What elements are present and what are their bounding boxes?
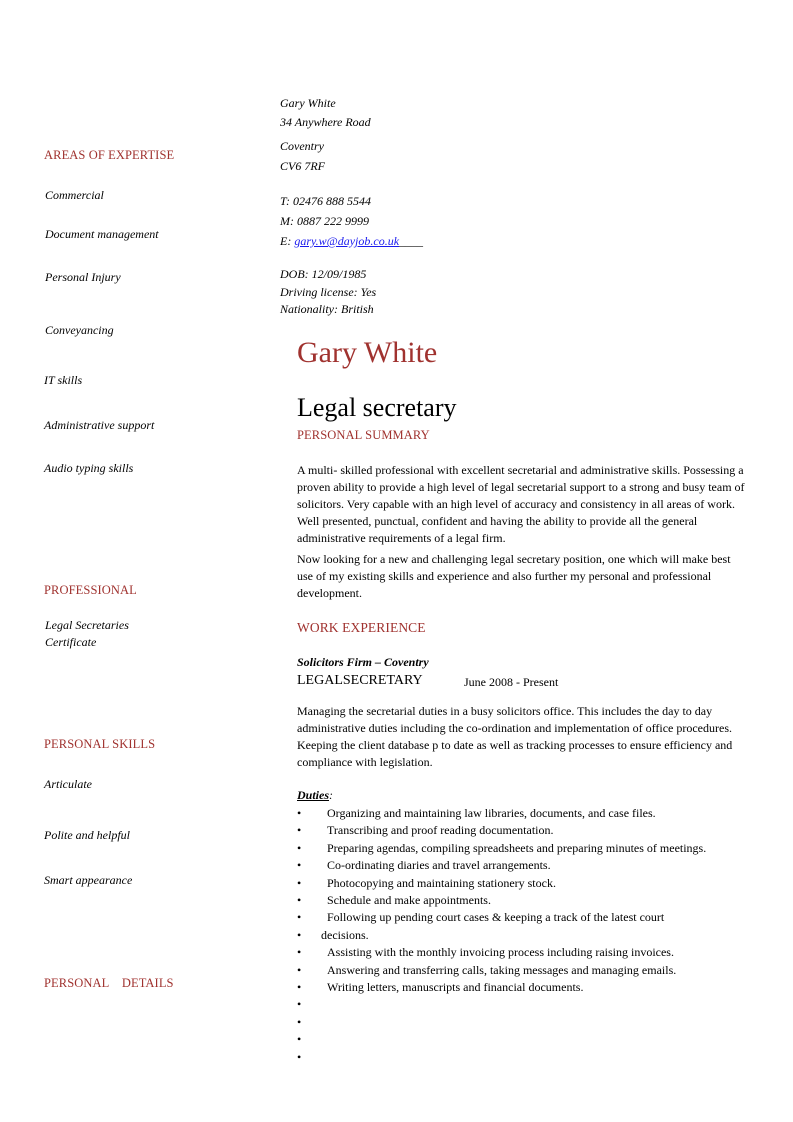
areas-heading: AREAS OF EXPERTISE [44, 148, 175, 162]
duties-label: Duties [297, 788, 330, 802]
area-item: Commercial [45, 188, 104, 202]
list-item-empty: • [297, 1049, 302, 1064]
duties-list [297, 805, 757, 1066]
area-item: Personal Injury [45, 270, 121, 284]
summary-paragraph-2: Now looking for a new and challenging legal secretary position, one which will make best use of my existing skills and experience and also further my personal and professional development. [297, 552, 731, 600]
details-heading: PERSONAL DETAILS [44, 976, 174, 990]
list-item: • Photocopying and maintaining stationery stock. [297, 875, 556, 890]
skills-heading: PERSONAL SKILLS [44, 737, 156, 751]
contact-postcode: CV6 7RF [280, 159, 325, 173]
list-item: • Answering and transferring calls, taking messages and managing emails. [297, 962, 677, 977]
list-item: • Preparing agendas, compiling spreadsheets and preparing minutes of meetings. [297, 840, 707, 855]
list-item-empty: • [297, 1032, 302, 1047]
contact-city: Coventry [280, 139, 324, 153]
role-description: Managing the secretarial duties in a busy solicitors office. This includes the day to day administrative duties including the co-ordination and implementation of office procedures. Keeping the client database p to date as well as tracking processes to ensure efficiency and compliance with legislation. [297, 704, 733, 769]
main-name: Gary White [297, 336, 438, 369]
list-item-empty: • [297, 1014, 302, 1029]
email-trail: ____ [399, 234, 424, 248]
skill-item: Smart appearance [44, 873, 133, 887]
contact-name: Gary White [280, 96, 336, 110]
list-item-empty: • [297, 997, 302, 1012]
professional-line2: Certificate [45, 635, 97, 649]
list-item: • Assisting with the monthly invoicing process including raising invoices. [297, 945, 674, 960]
contact-email-line [280, 234, 423, 249]
summary-heading: PERSONAL SUMMARY [297, 428, 430, 442]
email-label: E: [280, 234, 292, 248]
list-item: • decisions. [297, 927, 369, 942]
contact-license: Driving license: Yes [280, 285, 377, 299]
contact-dob: DOB: 12/09/1985 [280, 267, 367, 281]
professional-line1: Legal Secretaries [45, 618, 129, 632]
work-heading: WORK EXPERIENCE [297, 620, 426, 635]
list-item: • Following up pending court cases & keeping a track of the latest court [297, 910, 665, 925]
dates: June 2008 - Present [464, 675, 559, 689]
duties-colon: : [329, 788, 334, 802]
list-item: • Organizing and maintaining law libraries, documents, and case files. [297, 806, 656, 820]
job-title: Legal secretary [297, 393, 457, 422]
area-item: Conveyancing [45, 323, 114, 337]
contact-phone: T: 02476 888 5544 [280, 194, 372, 208]
list-item: • Transcribing and proof reading documentation. [297, 823, 554, 838]
skill-item: Polite and helpful [44, 828, 130, 842]
skill-item: Articulate [44, 777, 92, 791]
area-item: Audio typing skills [44, 461, 134, 475]
summary-paragraph-1: A multi- skilled professional with excellent secretarial and administrative skills. Possessing a proven ability to provide a high level of legal secretarial support to a strong and busy team of solicitors. Very capable with an high level of accuracy and consistency in all areas of work. Well presented, punctual, confident and having the ability to provide all the general administrative requirements of a legal firm. [297, 463, 745, 545]
duties-label-line [297, 788, 333, 803]
position: LEGALSECRETARY [297, 673, 423, 688]
professional-heading: PROFESSIONAL [44, 583, 137, 597]
contact-mobile: M: 0887 222 9999 [280, 214, 369, 228]
list-item: • Writing letters, manuscripts and financial documents. [297, 980, 584, 995]
employer: Solicitors Firm – Coventry [297, 655, 429, 669]
area-item: Document management [45, 227, 159, 241]
list-item: • Co-ordinating diaries and travel arrangements. [297, 858, 551, 873]
email-link[interactable]: gary.w@dayjob.co.uk [294, 234, 400, 248]
list-item: • Schedule and make appointments. [297, 893, 491, 908]
contact-street: 34 Anywhere Road [280, 115, 371, 129]
area-item: Administrative support [44, 418, 155, 432]
area-item: IT skills [44, 373, 83, 387]
contact-nationality: Nationality: British [280, 302, 374, 316]
